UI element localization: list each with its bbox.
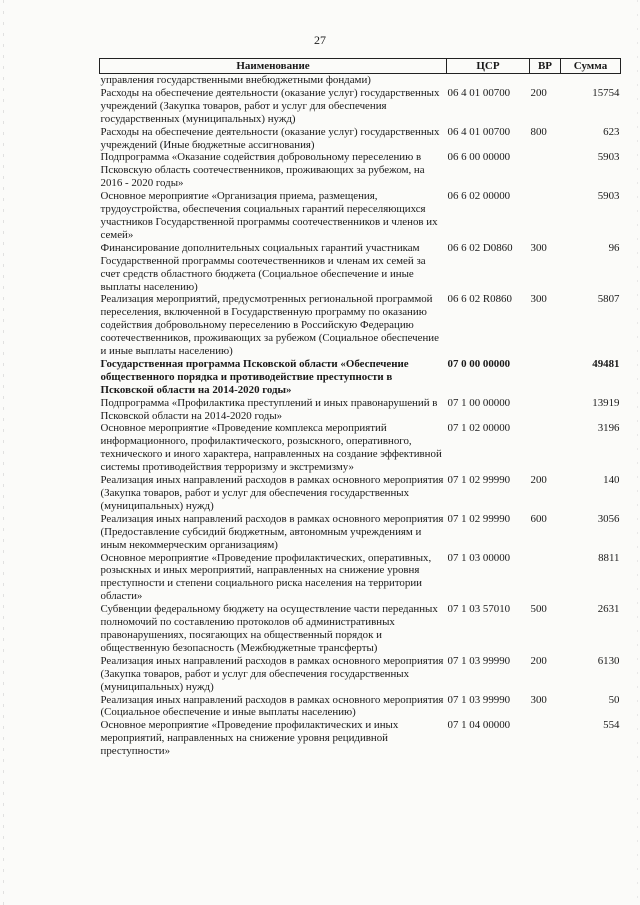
cell-csr: 06 6 02 00000 [447,190,511,203]
cell-name: Реализация мероприятий, предусмотренных региональной программой переселения, включенной в Государственную программу по оказанию содействия добровольному переселению в Российскую Федерацию соотечественников, проживающих за рубежом (Социальное обеспечение и иные выплаты населению) [100,293,439,358]
cell-vr: 200 [530,474,547,487]
cell-sum [561,74,621,87]
cell-sum: 5903 [597,190,620,203]
table-row [100,242,621,294]
cell-csr: 07 1 03 99990 [447,693,511,706]
cell-csr: 07 1 03 00000 [447,551,511,564]
table-row [100,474,621,513]
cell-sum: 5903 [597,151,620,164]
cell-name: управления государственными внебюджетными фондами) [100,74,371,86]
cell-csr: 06 6 02 R0860 [447,293,512,306]
header-csr: ЦСР [447,59,530,74]
cell-name: Субвенции федеральному бюджету на осуществление части переданных полномочий по составлению протоколов об административных правонарушениях, посягающих на общественный порядок и общественную безопасность (Межбюджетные трансферты) [100,603,438,654]
table-row [100,358,621,397]
budget-table [99,58,621,758]
cell-csr: 07 1 02 99990 [447,474,511,487]
cell-vr [530,422,561,474]
cell-sum: 50 [608,693,620,706]
cell-vr [530,151,561,190]
cell-csr: 07 1 04 00000 [447,719,511,732]
cell-name: Реализация иных направлений расходов в рамках основного мероприятия (Социальное обеспечение и иные выплаты населению) [100,693,444,719]
table-body [100,74,621,759]
cell-vr: 800 [530,125,547,138]
cell-sum: 13919 [592,396,620,409]
cell-vr: 300 [530,293,547,306]
cell-name: Основное мероприятие «Проведение профилактических, оперативных, розыскных и иных мероприятий, направленных на снижение уровня преступности и степени социального риска населения на территории области» [100,551,432,603]
cell-csr: 07 0 00 00000 [447,357,511,370]
cell-sum: 6130 [597,654,620,667]
cell-sum: 3056 [597,512,620,525]
cell-vr [530,552,561,604]
cell-name: Основное мероприятие «Проведение профилактических и иных мероприятий, направленных на снижение уровня рецидивной преступности» [100,719,399,758]
table-row [100,151,621,190]
cell-vr: 500 [530,603,547,616]
cell-name: Подпрограмма «Оказание содействия добровольному переселению в Псковскую область соотечественников, проживающих за рубежом, на 2016 - 2020 годы» [100,151,425,190]
cell-name: Реализация иных направлений расходов в рамках основного мероприятия (Закупка товаров, работ и услуг для обеспечения государственных (муниципальных) нужд) [100,474,444,512]
cell-csr: 07 1 02 99990 [447,512,511,525]
table-header-row [100,59,621,74]
cell-sum: 3196 [597,422,620,435]
table-row [100,74,621,87]
cell-csr: 07 1 00 00000 [447,396,511,409]
cell-sum: 623 [603,125,620,138]
table-row [100,694,621,720]
table-row [100,190,621,242]
cell-name: Реализация иных направлений расходов в рамках основного мероприятия (Закупка товаров, работ и услуг для обеспечения государственных (муниципальных) нужд) [100,654,444,693]
cell-vr [530,397,561,423]
table-row [100,397,621,423]
cell-csr [447,74,530,87]
cell-vr [530,719,561,758]
cell-sum: 5807 [597,293,620,306]
cell-csr: 07 1 03 99990 [447,654,511,667]
cell-vr: 600 [530,512,547,525]
table-row [100,603,621,655]
cell-vr: 200 [530,654,547,667]
scan-edge-right [637,0,638,905]
cell-csr: 06 4 01 00700 [447,86,511,99]
cell-vr [530,358,561,397]
cell-csr: 07 1 03 57010 [447,603,511,616]
cell-name: Основное мероприятие «Проведение комплекса мероприятий информационного, профилактического, розыскного, оперативного, технического и иного характера, направленных на создание эффективной системы противодействия терроризму и экстремизму» [100,422,442,474]
scan-edge-left [3,0,4,905]
cell-sum: 15754 [592,86,620,99]
cell-name: Основное мероприятие «Организация приема, размещения, трудоустройства, обеспечения социальных гарантий переселяющихся участников Государственной программы соотечественников и членов их семей» [100,190,438,241]
cell-csr: 07 1 02 00000 [447,422,511,435]
cell-name: Расходы на обеспечение деятельности (оказание услуг) государственных учреждений (Иные бюджетные ассигнования) [100,125,440,151]
cell-sum: 2631 [597,603,620,616]
header-sum: Сумма [561,59,621,74]
cell-csr: 06 6 00 00000 [447,151,511,164]
cell-vr: 200 [530,86,547,99]
table-row [100,293,621,358]
page-number: 27 [314,33,326,47]
table-row [100,513,621,552]
cell-sum: 140 [603,474,620,487]
cell-name: Подпрограмма «Профилактика преступлений и иных правонарушений в Псковской области на 2014-2020 годы» [100,396,438,422]
cell-sum: 49481 [592,357,620,370]
cell-vr [530,74,561,87]
cell-sum: 554 [603,719,620,732]
table-row [100,422,621,474]
cell-sum: 96 [608,241,620,254]
cell-name: Расходы на обеспечение деятельности (оказание услуг) государственных учреждений (Закупка товаров, работ и услуг для обеспечения государственных (муниципальных) нужд) [100,86,440,125]
table-row [100,87,621,126]
header-name: Наименование [100,59,447,74]
table-row [100,655,621,694]
table-row [100,719,621,758]
cell-csr: 06 6 02 D0860 [447,241,513,254]
header-vr: ВР [530,59,561,74]
table-row [100,126,621,152]
cell-name: Финансирование дополнительных социальных гарантий участникам Государственной программы соотечественников и членам их семей за счет средств областного бюджета (Социальное обеспечение и иные выплаты населению) [100,241,426,293]
cell-name: Государственная программа Псковской области «Обеспечение общественного порядка и противодействие преступности в Псковской области на 2014-2020 годы» [100,357,409,396]
cell-vr: 300 [530,693,547,706]
cell-vr [530,190,561,242]
cell-csr: 06 4 01 00700 [447,125,511,138]
cell-name: Реализация иных направлений расходов в рамках основного мероприятия (Предоставление субсидий бюджетным, автономным учреждениям и иным некоммерческим организациям) [100,512,444,551]
cell-sum: 8811 [598,551,620,564]
cell-vr: 300 [530,241,547,254]
table-row [100,552,621,604]
